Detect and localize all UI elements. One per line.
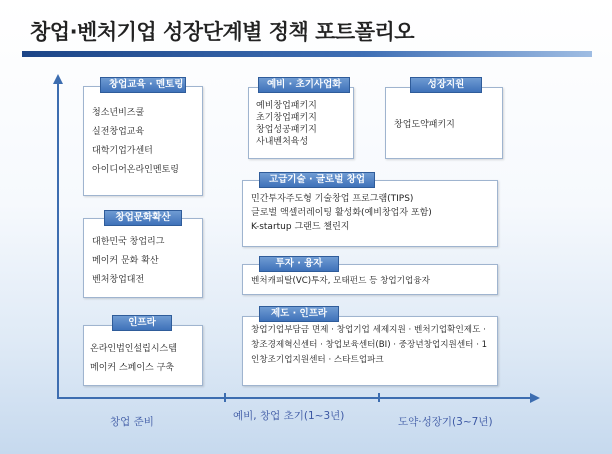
list-item: 창업도약패키지 <box>394 120 455 130</box>
regulation-text: 창업기업부담금 면제 · 창업기업 세제지원 · 벤처기업확인제도 · 창조경제혁신센터 · 창업보육센터(BI) · 중장년창업지원센터 · 1인창조기업지원센터 · 스타트업파크 <box>251 325 488 365</box>
list-item: 메이커 스페이스 구축 <box>90 363 174 373</box>
culture-header: 창업문화확산 <box>104 210 182 226</box>
x-axis-arrow <box>530 393 540 403</box>
list-item: 사내벤처육성 <box>256 137 309 147</box>
x-axis <box>57 397 533 399</box>
list-item: 실전창업교육 <box>92 127 145 137</box>
list-item: K-startup 그랜드 챌린지 <box>251 222 350 232</box>
list-item: 민간투자주도형 기술창업 프로그램(TIPS) <box>251 194 414 204</box>
list-item: 대학기업가센터 <box>92 146 153 156</box>
stage-label-early: 예비, 창업 초기(1~3년) <box>233 410 345 422</box>
investment-header: 투자 · 융자 <box>259 256 339 272</box>
page-title: 창업·벤처기업 성장단계별 정책 포트폴리오 <box>30 20 415 44</box>
regulation-box <box>242 316 498 386</box>
infra-left-list <box>90 340 177 378</box>
early-box <box>248 87 354 159</box>
culture-list <box>92 233 164 290</box>
y-axis <box>57 83 59 399</box>
education-box <box>83 86 203 196</box>
growth-header: 성장지원 <box>410 77 482 93</box>
list-item: 초기창업패키지 <box>256 113 317 123</box>
list-item: 대한민국 창업리그 <box>92 237 165 247</box>
tech-global-list <box>251 192 432 234</box>
growth-list <box>394 116 455 135</box>
tech-global-header: 고급기술 · 글로벌 창업 <box>259 172 375 188</box>
early-list <box>256 100 317 148</box>
education-header: 창업교육 · 멘토링 <box>100 77 186 93</box>
list-item: 벤처창업대전 <box>92 275 145 285</box>
stage-label-growth: 도약·성장기(3~7년) <box>398 416 493 428</box>
culture-box <box>83 218 203 298</box>
list-item: 글로벌 액셀러레이팅 활성화(예비창업자 포함) <box>251 208 432 218</box>
list-item: 창업성공패키지 <box>256 125 317 135</box>
investment-text: 벤처캐피탈(VC)투자, 모태펀드 등 창업기업융자 <box>251 276 430 286</box>
list-item: 온라인법인설립시스템 <box>90 344 177 354</box>
x-axis-tick <box>224 393 226 402</box>
title-underline <box>22 51 592 57</box>
education-list <box>92 104 179 180</box>
stage-label-prep: 창업 준비 <box>110 416 154 428</box>
list-item: 예비창업패키지 <box>256 101 317 111</box>
list-item: 아이디어온라인멘토링 <box>92 165 179 175</box>
infra-left-header: 인프라 <box>112 315 172 331</box>
list-item: 청소년비즈쿨 <box>92 108 145 118</box>
infra-left-box <box>83 325 203 386</box>
tech-global-box <box>242 180 498 247</box>
list-item: 메이커 문화 확산 <box>92 256 159 266</box>
early-header: 예비 · 초기사업화 <box>258 77 350 93</box>
x-axis-tick <box>378 393 380 402</box>
regulation-header: 제도 · 인프라 <box>259 306 339 322</box>
growth-box <box>385 87 503 159</box>
